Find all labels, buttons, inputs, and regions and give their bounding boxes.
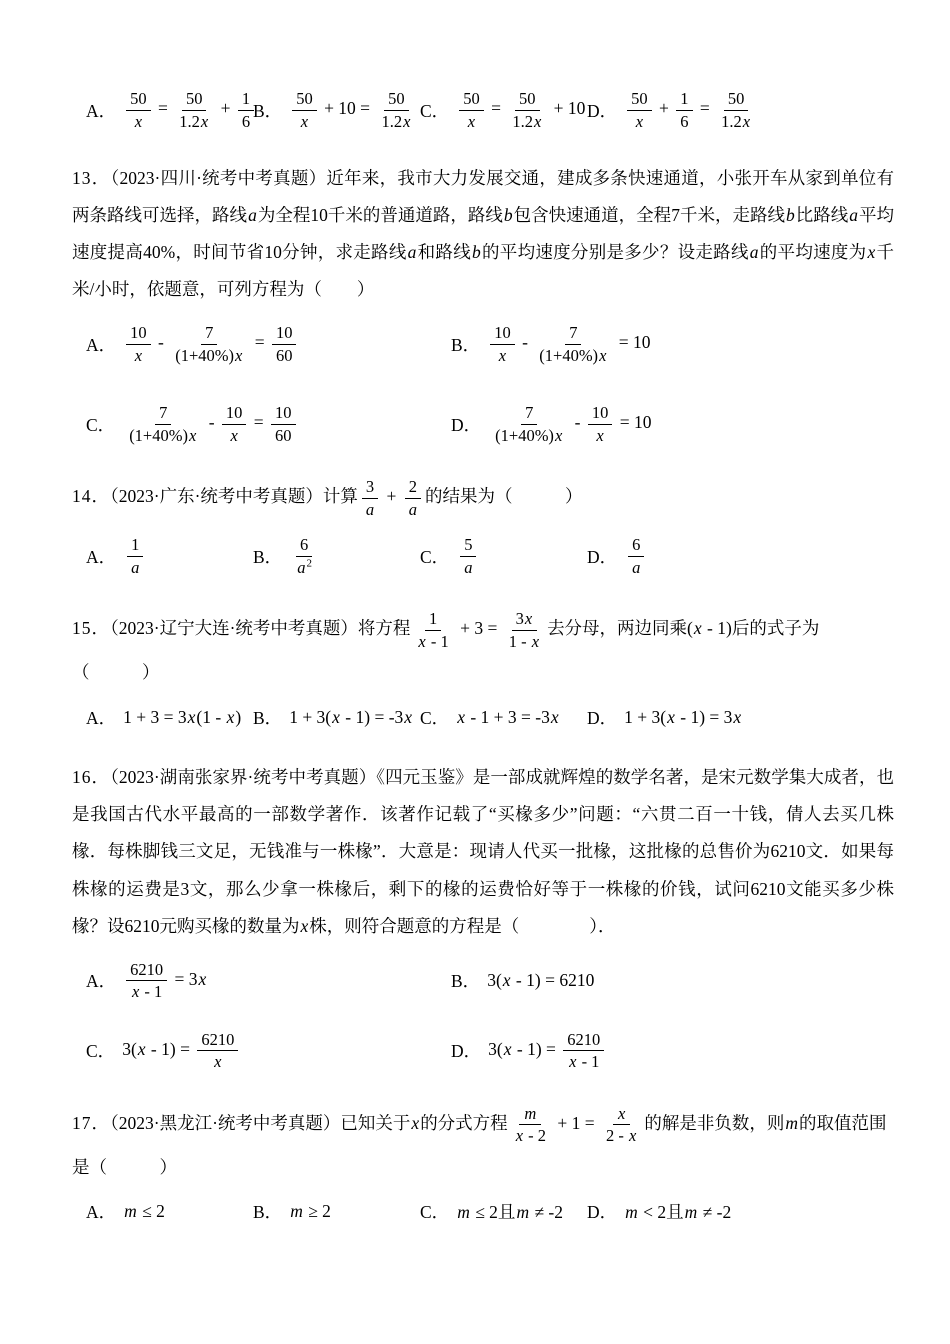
option-formula: 3(x - 1) = 6210 [487, 970, 595, 991]
question-15-options [86, 697, 894, 737]
option-label: A． [86, 971, 117, 992]
question-13 [72, 160, 894, 452]
option-label: A． [86, 546, 117, 567]
option-label: D． [587, 1202, 618, 1223]
option-d [451, 396, 894, 452]
option-formula: 1 + 3(x - 1) = 3x [624, 706, 742, 727]
option-formula: $\frac{50}{x}$ + 10 = $\frac{50}{1.2x}$ [289, 86, 418, 134]
option-a [86, 697, 253, 737]
question-text: （2023·湖南张家界·统考中考真题）《四元玉鉴》是一部成就辉煌的数学名著，是宋元数学集大成者，也是我国古代水平最高的一部数学著作．该著作记载了“买椽多少”问题：“六贯二百一十钱，倩人去买几株椽．每株脚钱三文足，无钱准与一株椽”．大意是：现请人代买一批椽，这批椽的总售价为6210文．如果每株椽的运费是3文，那么少拿一株椽后，剩下的椽的运费恰好等于一株椽的价钱，试问6210文能买多少株椽？设6210元购买椽的数量为x株，则符合题意的方程是（ ）． [72, 767, 895, 936]
option-label: A． [86, 1202, 117, 1223]
question-17-options [86, 1192, 894, 1232]
option-d [587, 82, 754, 138]
question-number: 16． [72, 767, 111, 788]
option-a [86, 82, 253, 138]
option-c [86, 396, 451, 452]
question-text: （2023·广东·统考中考真题）计算 $\frac{3}{a}$ + $\frac{2}{a}$ 的结果为（ ） [110, 477, 583, 519]
option-formula: $\frac{50}{x}$ = $\frac{50}{1.2x}$ + $\frac{1}{6}$ [123, 86, 257, 134]
question-12 [72, 82, 894, 138]
option-formula: 3(x - 1) = $\frac{6210}{x - 1}$ [488, 1027, 607, 1075]
option-c [420, 1192, 587, 1232]
option-label: D． [587, 707, 618, 728]
option-a [86, 528, 253, 584]
option-label: C． [86, 414, 116, 435]
option-label: B． [451, 971, 481, 992]
option-formula: m ≤ 2 [124, 1201, 165, 1222]
question-stem-continuation: 是（ ） [72, 1156, 177, 1177]
option-label: B． [253, 707, 283, 728]
question-number: 14． [72, 486, 110, 507]
question-16 [72, 759, 894, 1078]
option-formula: 1 + 3 = 3x(1 - x) [123, 706, 242, 727]
option-b [253, 82, 420, 138]
option-formula: $\frac{6}{a}$ [624, 532, 648, 580]
option-label: D． [587, 546, 618, 567]
option-label: C． [420, 546, 450, 567]
question-13-options [86, 316, 894, 452]
option-label: C． [420, 1202, 450, 1223]
option-d [587, 1192, 754, 1232]
option-formula: $\frac{6210}{x - 1}$ = 3x [123, 957, 207, 1005]
option-label: D． [587, 100, 618, 121]
question-stem [72, 759, 894, 944]
question-number: 13． [72, 168, 111, 188]
question-14 [72, 474, 894, 584]
option-c [420, 697, 587, 737]
option-a [86, 953, 451, 1009]
option-formula: m ≤ 2且m ≠ -2 [457, 1202, 564, 1223]
question-stem [72, 160, 894, 308]
option-label: B． [451, 334, 481, 355]
option-a [86, 316, 451, 372]
option-c [420, 528, 587, 584]
question-stem [72, 1101, 894, 1149]
question-17 [72, 1101, 894, 1232]
option-formula: m < 2且m ≠ -2 [625, 1202, 732, 1223]
option-label: A． [86, 707, 117, 728]
question-stem [72, 606, 894, 654]
option-label: A． [86, 334, 117, 355]
question-text: （2023·辽宁大连·统考中考真题）将方程 $\frac{1}{x - 1}$ + 3 = $\frac{3x}{1 - x}$ 去分母，两边同乘(x - 1)后的式子为 [110, 609, 820, 651]
option-label: D． [451, 1041, 482, 1062]
option-d [451, 1023, 894, 1079]
question-14-options [86, 528, 894, 584]
option-formula: $\frac{7}{(1+40\%)x}$ - $\frac{10}{x}$ = 10 [495, 403, 652, 445]
option-d [587, 528, 754, 584]
option-label: B． [253, 100, 283, 121]
option-label: A． [86, 100, 117, 121]
option-formula: $\frac{50}{x}$ + $\frac{1}{6}$ = $\frac{50}{1.2x}$ [624, 86, 758, 134]
option-b [253, 697, 420, 737]
option-formula: $\frac{10}{x}$ - $\frac{7}{(1+40\%)x}$ = 10 [487, 320, 650, 368]
question-stem-continuation: （ ） [72, 662, 160, 683]
option-label: B． [253, 1202, 283, 1223]
question-number: 15． [72, 618, 110, 639]
question-text: （2023·四川·统考中考真题）近年来，我市大力发展交通，建成多条快速通道，小张开车从家到单位有两条路线可选择，路线a为全程10千米的普通道路，路线b包含快速通道，全程7千米，走路线b比路线a平均速度提高40%，时间节省10分钟，求走路线a和路线b的平均速度分别是多少？设走路线a的平均速度为x千米/小时，依题意，可列方程为（ ） [72, 168, 895, 300]
option-c [86, 1023, 451, 1079]
option-c [420, 82, 587, 138]
option-formula: $\frac{6}{a^2}$ [297, 535, 312, 577]
option-d [587, 697, 754, 737]
option-formula: 1 + 3(x - 1) = -3x [289, 706, 413, 727]
question-12-options [86, 82, 894, 138]
question-number: 17． [72, 1112, 110, 1133]
option-b [451, 953, 894, 1009]
option-a [86, 1192, 253, 1232]
option-formula: $\frac{5}{a}$ [456, 532, 480, 580]
question-16-options [86, 953, 894, 1079]
option-b [451, 316, 894, 372]
option-formula: $\frac{1}{a}$ [123, 532, 147, 580]
option-label: B． [253, 546, 283, 567]
option-label: C． [420, 707, 450, 728]
option-b [253, 528, 420, 584]
question-text: （2023·黑龙江·统考中考真题）已知关于x的分式方程 $\frac{m}{x - 2}$ + 1 = $\frac{x}{2 - x}$ 的解是非负数，则m的取值范围 [110, 1103, 887, 1146]
question-15 [72, 606, 894, 737]
question-stem [72, 474, 894, 522]
option-formula: $\frac{50}{x}$ = $\frac{50}{1.2x}$ + 10 [456, 86, 585, 134]
option-formula: x - 1 + 3 = -3x [457, 706, 559, 727]
option-label: C． [86, 1041, 116, 1062]
option-label: C． [420, 100, 450, 121]
option-formula: $\frac{7}{(1+40\%)x}$ - $\frac{10}{x}$ = $\frac{10}{60}$ [122, 400, 298, 448]
option-label: D． [451, 414, 482, 435]
option-formula: m ≥ 2 [290, 1201, 331, 1222]
option-b [253, 1192, 420, 1232]
option-formula: $\frac{10}{x}$ - $\frac{7}{(1+40\%)x}$ = $\frac{10}{60}$ [123, 320, 299, 368]
option-formula: 3(x - 1) = $\frac{6210}{x}$ [122, 1027, 241, 1075]
